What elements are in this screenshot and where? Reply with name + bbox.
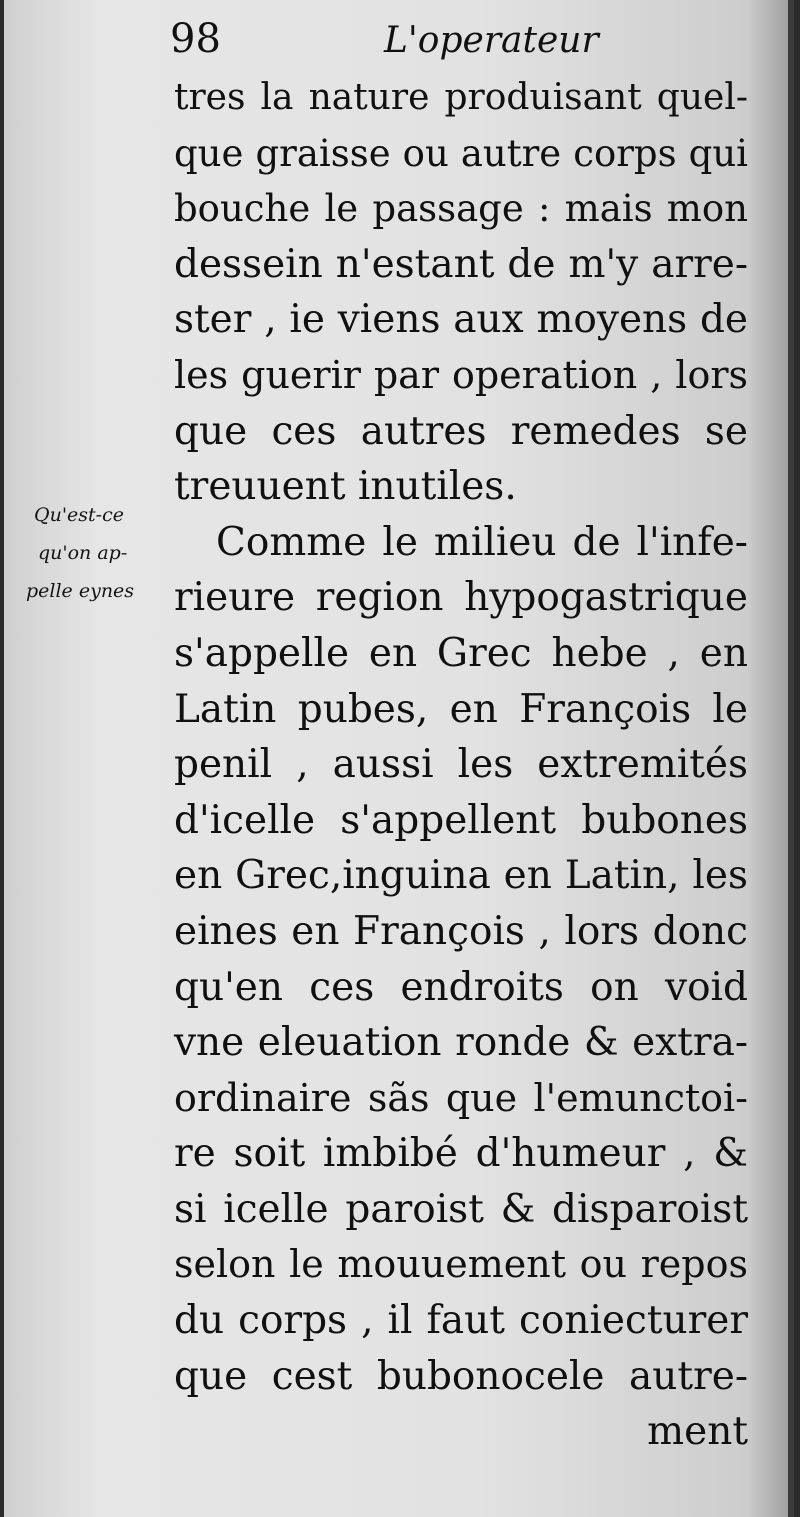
text-line: d'icelle s'appellent bubones <box>174 797 748 843</box>
text-line: ster , ie viens aux moyens de <box>174 297 748 343</box>
text-line: du corps , il faut coniecturer <box>174 1298 748 1344</box>
page-number: 98 <box>170 16 221 62</box>
margin-note-line: Qu'est-ce <box>34 504 124 526</box>
text-line: Comme le milieu de l'infe- <box>216 519 748 565</box>
book-page <box>4 0 794 1517</box>
text-line: tres la nature produisant quel- <box>174 77 748 118</box>
text-line: que graisse ou autre corps qui <box>174 131 748 175</box>
running-title: L'operateur <box>384 20 599 61</box>
page-header <box>170 14 740 64</box>
catchword: ment <box>647 1409 748 1455</box>
text-line: qu'en ces endroits on void <box>174 964 748 1010</box>
text-line: vne eleuation ronde & extra- <box>174 1020 748 1066</box>
text-line: treuuent inutiles. <box>174 464 517 510</box>
margin-note <box>26 496 174 610</box>
page-edge <box>788 0 794 1517</box>
text-line: rieure region hypogastrique <box>174 575 748 621</box>
text-line: selon le mouuement ou repos <box>174 1242 748 1287</box>
text-line: si icelle paroist & disparoist <box>174 1186 748 1232</box>
margin-note-line: pelle eynes <box>26 580 135 602</box>
margin-note-line: qu'on ap- <box>38 542 128 564</box>
text-line: re soit imbibé d'humeur , & <box>174 1131 748 1177</box>
text-line: dessein n'estant de m'y arre- <box>174 241 748 287</box>
text-line: bouche le passage : mais mon <box>174 187 748 231</box>
text-line: les guerir par operation , lors <box>174 352 748 397</box>
text-line: eines en François , lors donc <box>174 908 748 954</box>
text-line: que cest bubonocele autre- <box>174 1353 748 1399</box>
text-line: ordinaire sãs que l'emunctoi- <box>174 1075 748 1120</box>
text-line: penil , aussi les extremités <box>174 742 748 788</box>
body-text <box>174 70 748 1460</box>
text-line: Latin pubes, en François le <box>174 686 748 732</box>
text-line: en Grec,inguina en Latin, les <box>174 853 748 899</box>
text-line: que ces autres remedes se <box>174 408 748 454</box>
text-line: s'appelle en Grec hebe , en <box>174 630 748 676</box>
